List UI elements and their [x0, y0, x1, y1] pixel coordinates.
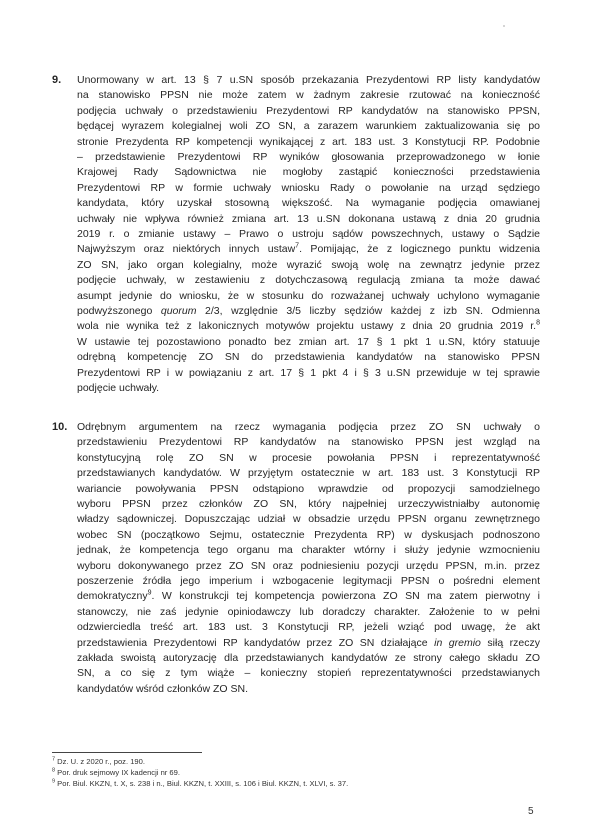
scan-speck — [503, 25, 505, 27]
text-line: wyboru PPSN przez członków ZO SN, który najpełniej urzeczywistniałby autonomię — [77, 498, 540, 510]
text-line: na stanowisko PPSN nie może zatem w żadnym zakresie rzutować na konieczność — [77, 89, 540, 102]
text-line: wariancie powoływania PPSN odstąpiono wprawdzie od propozycji samodzielnego — [77, 482, 540, 495]
footnote-9 — [52, 779, 348, 789]
text-line: jednak, że kompetencja tego organu ma charakter wtórny i służy jedynie wzmocnieniu — [77, 544, 540, 557]
text-line: Prezydentowi RP w formie uchwały wniosku Rady o powołanie na urząd sędziego — [77, 181, 540, 194]
text-line: podjęcia uchwały o przedstawieniu Prezydentowi RP kandydatów na stanowisko PPSN, — [77, 104, 540, 117]
text-line: podjęcie uchwały. — [77, 382, 160, 394]
text-line: stanowczy, nie zaś jedynie opiniodawczy lub doradczy charakter. Założenie to w pełni — [77, 605, 540, 618]
footnote-marker: 8 — [52, 767, 56, 774]
text-line: podwyższonego quorum 2/3, względnie 3/5 liczby sędziów każdej z izb SN. Odmienna — [77, 305, 541, 317]
text-line: przedstawienia Prezydentowi RP kandydatów przez ZO SN działające in gremio siłą rzeczy — [77, 636, 540, 649]
text-line: wola nie wynika też z lakonicznych motywów projektu ustawy z dnia 20 grudnia 2019 r.$^8$ — [77, 319, 540, 333]
footnote-text: Por. druk sejmowy IX kadencji nr 69. — [55, 768, 180, 777]
text-line: przedstawieniu Prezydentowi RP kandydatów na stanowisko PPSN jest wzgląd na — [77, 436, 540, 449]
text-line: władzy sądowniczej. Dopuszczając udział w obsadzie urzędu PPSN organu zewnętrznego — [77, 513, 540, 526]
text-line: 2019 r. o zmianie ustawy – Prawo o ustroju sądów powszechnych, ustawy o Sądzie — [77, 228, 540, 240]
text-line: kandydata, który uzyskał stosowną większość. Na wymaganie podjęcia omawianej — [77, 197, 540, 210]
page-number: 5 — [528, 806, 534, 817]
footnote-8 — [52, 768, 180, 778]
text-line: wobec SN (początkowo Sejmu, ostatecznie Prezydenta RP) w dyskusjach podnoszono — [77, 528, 540, 541]
text-line: poszerzenie źródła jego imperium i wzbogacenie legitymacji PPSN o pośredni element — [77, 575, 540, 587]
text-line: kandydatów wśród członków ZO SN. — [77, 682, 248, 695]
text-line: odzwierciedla treść art. 183 ust. 3 Konstytucji RP, jeżeli wziąć pod uwagę, że akt — [77, 621, 540, 634]
text-line: – przedstawienie Prezydentowi RP wyników głosowania przeprowadzonego w łonie — [77, 151, 540, 163]
text-line: asumpt jedynie do wniosku, że w stosunku do rozważanej uchwały uchylono wymaganie — [77, 289, 540, 302]
text-line: zakłada swoistą autoryzację dla przedstawianych kandydatów ze strony całego składu ZO — [77, 652, 540, 664]
text-line: SN, a co się z tym wiąże – konieczny stopień reprezentatywności przedstawianych — [77, 667, 540, 680]
text-line: Odrębnym argumentem na rzecz wymagania podjęcia przez ZO SN uchwały o — [77, 421, 540, 433]
text-line: Krajowej Rady Sądownictwa nie mogłoby zastąpić konieczności przedstawienia — [77, 166, 540, 179]
footnote-marker: 9 — [52, 778, 56, 785]
text-line: odrębną kompetencję ZO SN do przedstawienia kandydatów na stanowisko PPSN — [77, 351, 540, 364]
text-line: wyboru dokonywanego przez ZO SN oraz podniesieniu pozycji urzędu PPSN, m.in. przez — [77, 559, 540, 572]
text-line: ZO SN, jako organ kolegialny, może wyrazić swoją wolę na zewnątrz jedynie przez — [77, 258, 540, 271]
text-line: uchwały nie wpływa również zmiana art. 13 u.SN dokonana ustawą z dnia 20 grudnia — [77, 212, 540, 225]
paragraph-number: 9. — [52, 74, 62, 86]
text-line: demokratyczny$^9$. W konstrukcji tej kompetencja powierzona ZO SN ma zatem pierwotny i — [77, 589, 540, 603]
footnote-7 — [52, 757, 145, 767]
text-line: stronie Prezydenta RP kompetencji wynikającej z art. 183 ust. 3 Konstytucji RP. Podobnie — [77, 135, 540, 148]
text-line: Najwyższym oraz niektórych innych ustaw$^7$. Pomijając, że z logicznego punktu widzenia — [77, 242, 540, 256]
footnote-text: Dz. U. z 2020 r., poz. 190. — [55, 757, 145, 766]
paragraph-number: 10. — [52, 421, 68, 433]
footnote-separator — [52, 752, 202, 753]
text-line: konstytucyjną rolę ZO SN w procesie powołania PPSN i reprezentatywność — [77, 451, 540, 464]
text-line: Unormowany w art. 13 § 7 u.SN sposób przekazania Prezydentowi RP listy kandydatów — [77, 74, 540, 86]
footnote-marker: 7 — [52, 756, 56, 763]
text-line: będącej wyrazem kolegialnej woli ZO SN, a zarazem warunkiem zaktualizowania się po — [77, 120, 540, 133]
text-line: W ustawie tej pozostawiono ponadto bez zmian art. 17 § 1 pkt 1 u.SN, który statuuje — [77, 335, 540, 348]
text-line: Prezydentowi RP i w powiązaniu z art. 17 § 1 pkt 4 i § 3 u.SN przewiduje w tej sprawie — [77, 366, 540, 379]
footnote-text: Por. Biul. KKZN, t. X, s. 238 i n., Biul. KKZN, t. XXIII, s. 106 i Biul. KKZN, t. XLVI, s. 37. — [55, 779, 349, 788]
text-line: podjęcie uchwały, w zestawieniu z dotychczasową regulacją zmiana ta może dawać — [77, 274, 540, 287]
text-line: przedstawianych kandydatów. W przyjętym ostatecznie w art. 183 ust. 3 Konstytucji RP — [77, 467, 540, 480]
